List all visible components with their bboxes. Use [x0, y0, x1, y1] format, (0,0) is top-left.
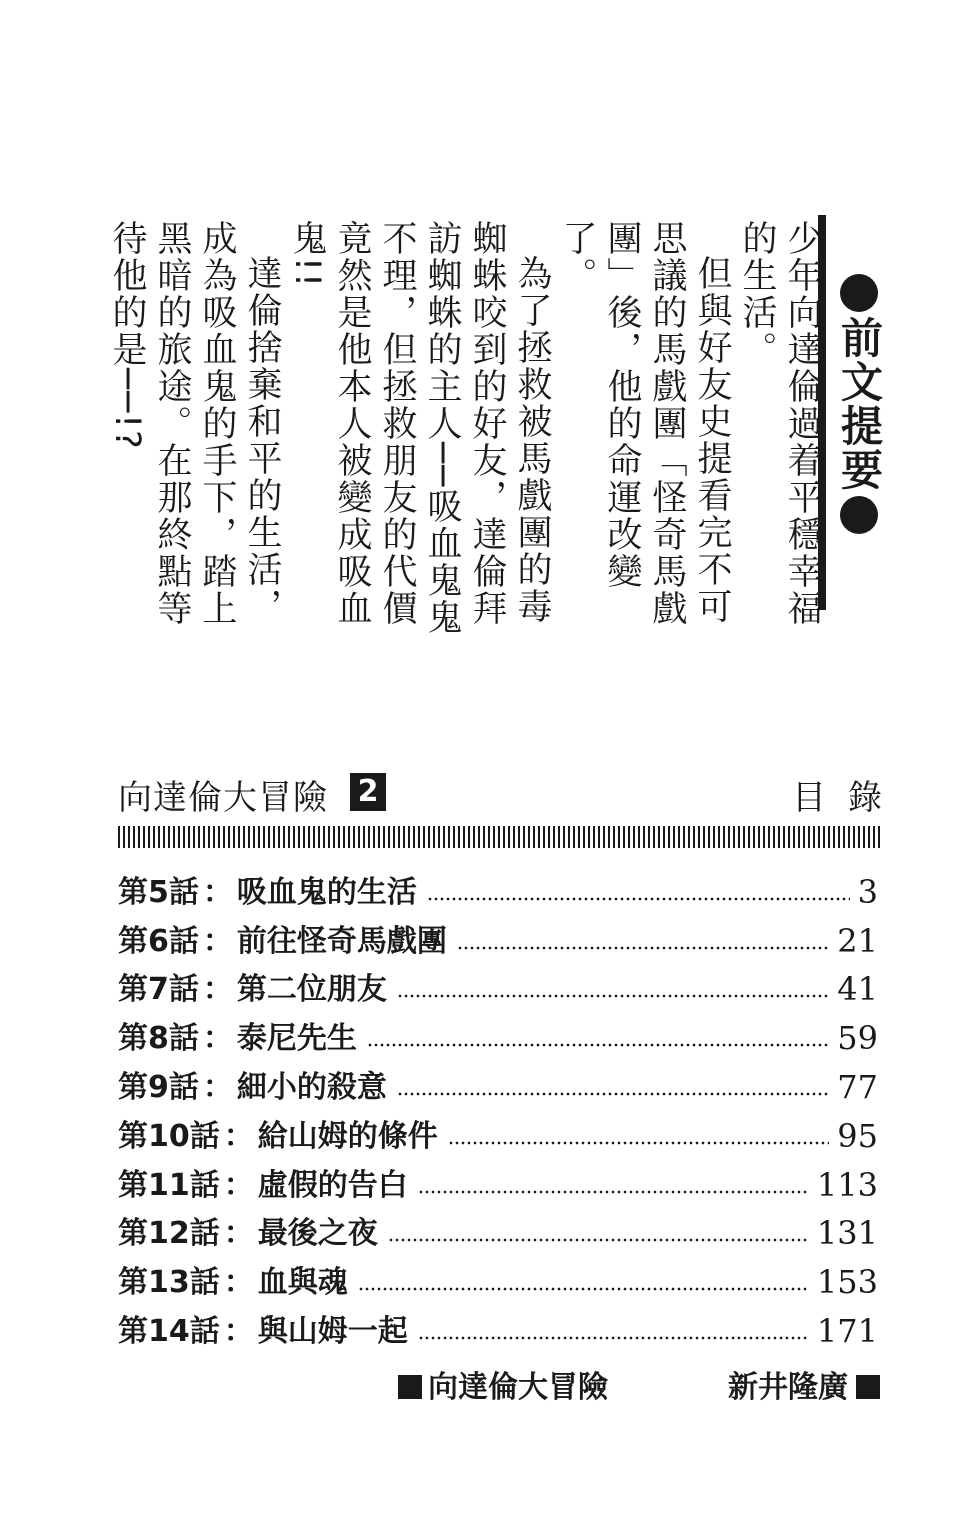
chapter-title: 吸血鬼的生活: [236, 874, 417, 910]
book-title: 向達倫大冒險: [118, 778, 328, 818]
chapter-title: 細小的殺意: [236, 1069, 387, 1105]
toc-row: [118, 960, 878, 1009]
chapter-title: 與山姆一起: [257, 1313, 408, 1349]
colon: ：: [223, 1216, 254, 1252]
chapter-title: 血與魂: [257, 1265, 348, 1301]
page-number: 59: [837, 1019, 878, 1058]
chapter-number: 第14話: [118, 1313, 220, 1349]
toc-list: [118, 862, 878, 1350]
dot-leader: [427, 897, 850, 901]
colon: ：: [202, 923, 233, 959]
credits-footer: [118, 1362, 880, 1405]
synopsis-heading-text: 前文提要: [835, 316, 884, 492]
chapter-number: 第7話: [118, 972, 199, 1008]
toc-row: [118, 1057, 878, 1106]
author-name: 新井隆廣: [728, 1370, 848, 1405]
dot-leader: [397, 994, 829, 998]
bullet-dot-icon: [840, 496, 878, 534]
series-name: 向達倫大冒險: [428, 1370, 608, 1405]
square-bullet-icon: [398, 1375, 422, 1399]
chapter-number: 第13話: [118, 1265, 220, 1301]
chapter-title: 最後之夜: [257, 1216, 378, 1252]
chapter-title: 第二位朋友: [236, 972, 387, 1008]
author-credit: [728, 1362, 880, 1406]
colon: ：: [223, 1313, 254, 1349]
page-number: 171: [816, 1311, 878, 1350]
toc-row: [118, 1204, 878, 1253]
chapter-number: 第6話: [118, 923, 199, 959]
colon: ：: [223, 1167, 254, 1203]
chapter-title: 前往怪奇馬戲團: [236, 923, 447, 959]
synopsis-paragraph: 為了拯救被馬戲團的毒蜘蛛咬到的好友，達倫拜訪蜘蛛的主人──吸血鬼鬼不理，但拯救朋友的代價竟然是他本人被變成吸血鬼!!: [287, 220, 552, 637]
toc-row: [118, 911, 878, 960]
square-bullet-icon: [856, 1375, 880, 1399]
chapter-title: 給山姆的條件: [257, 1118, 438, 1154]
dot-leader: [358, 1287, 809, 1291]
chapter-number: 第5話: [118, 874, 199, 910]
colon: ：: [202, 1021, 233, 1057]
decorative-stripe: [118, 826, 880, 848]
synopsis-heading: [834, 270, 884, 570]
toc-row: [118, 1301, 878, 1350]
chapter-number: 第10話: [118, 1118, 220, 1154]
page-number: 21: [837, 921, 878, 960]
page-number: 3: [857, 872, 878, 911]
dot-leader: [397, 1092, 829, 1096]
synopsis-paragraph: 達倫捨棄和平的生活，成為吸血鬼的手下，踏上黑暗的旅途。在那終點等待他的是──!?: [107, 220, 282, 627]
page-number: 153: [816, 1263, 878, 1302]
dot-leader: [418, 1190, 809, 1194]
chapter-number: 第12話: [118, 1216, 220, 1252]
toc-row: [118, 1252, 878, 1301]
chapter-title: 虛假的告白: [257, 1167, 408, 1203]
toc-row: [118, 862, 878, 911]
colon: ：: [202, 874, 233, 910]
colon: ：: [202, 972, 233, 1008]
colon: ：: [202, 1069, 233, 1105]
toc-row: [118, 1106, 878, 1155]
colon: ：: [223, 1265, 254, 1301]
dot-leader: [418, 1336, 809, 1340]
synopsis-paragraph: 少年向達倫過着平穩幸福的生活。: [737, 220, 822, 627]
toc-label: 目錄: [792, 778, 904, 818]
colon: ：: [223, 1118, 254, 1154]
synopsis-paragraph: 但與好友史提看完不可思議的馬戲團「怪奇馬戲團」後，他的命運改變了。: [557, 220, 732, 627]
toc-row: [118, 1155, 878, 1204]
page-number: 41: [837, 970, 878, 1009]
volume-badge: 2: [350, 773, 386, 811]
page-number: 95: [837, 1116, 878, 1155]
synopsis-text: [107, 220, 824, 640]
page-number: 113: [816, 1165, 878, 1204]
page-number: 131: [816, 1214, 878, 1253]
dot-leader: [448, 1141, 830, 1145]
dot-leader: [457, 946, 829, 950]
chapter-title: 泰尼先生: [236, 1021, 357, 1057]
dot-leader: [367, 1043, 829, 1047]
chapter-number: 第8話: [118, 1021, 199, 1057]
chapter-number: 第11話: [118, 1167, 220, 1203]
chapter-number: 第9話: [118, 1069, 199, 1105]
page-number: 77: [837, 1067, 878, 1106]
dot-leader: [388, 1238, 809, 1242]
toc-row: [118, 1008, 878, 1057]
series-credit: [398, 1362, 608, 1406]
bullet-dot-icon: [840, 274, 878, 312]
toc-header: [118, 770, 904, 818]
